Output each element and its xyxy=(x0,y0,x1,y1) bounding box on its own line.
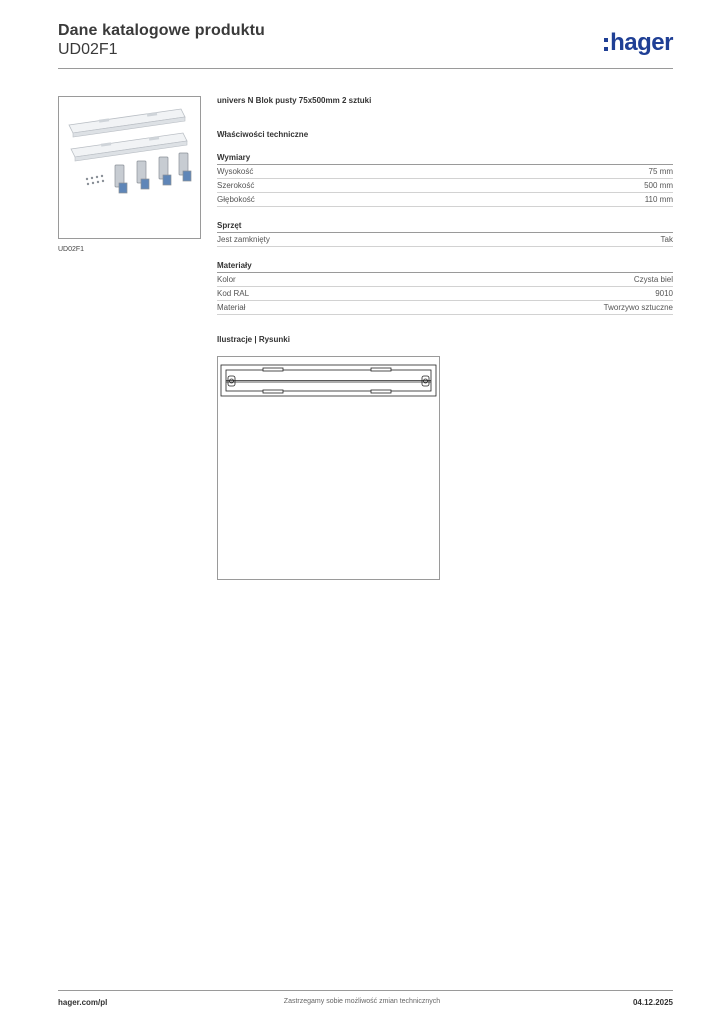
spec-row xyxy=(217,287,673,301)
spec-row xyxy=(217,301,673,315)
image-caption: UD02F1 xyxy=(58,246,85,253)
group-heading: Sprzęt xyxy=(217,221,673,233)
spec-value: Tak xyxy=(660,235,673,244)
spec-row xyxy=(217,273,673,287)
spec-label: Kod RAL xyxy=(217,289,250,298)
spec-label: Jest zamknięty xyxy=(217,235,270,244)
spec-row xyxy=(217,233,673,247)
spec-value: 500 mm xyxy=(644,181,673,190)
spec-label: Kolor xyxy=(217,275,236,284)
technical-drawing-svg xyxy=(218,357,439,579)
spec-group-equipment xyxy=(217,221,673,247)
technical-properties-heading: Właściwości techniczne xyxy=(217,130,309,139)
logo-mark-icon xyxy=(604,38,608,51)
logo-wordmark: hager xyxy=(610,29,673,56)
spec-label: Głębokość xyxy=(217,195,255,204)
spec-group-dimensions xyxy=(217,153,673,207)
product-image xyxy=(58,96,201,239)
group-heading: Materiały xyxy=(217,261,673,273)
group-heading: Wymiary xyxy=(217,153,673,165)
product-photo-illustration xyxy=(59,97,200,238)
illustrations-heading: Ilustracje | Rysunki xyxy=(217,335,290,344)
document-title: Dane katalogowe produktu xyxy=(58,22,265,39)
header-divider xyxy=(58,68,673,69)
spec-value: Czysta biel xyxy=(633,275,673,284)
footer-divider xyxy=(58,990,673,991)
spec-row xyxy=(217,165,673,179)
page-header xyxy=(58,20,673,70)
footer-website: hager.com/pl xyxy=(58,998,108,1007)
product-name: univers N Blok pusty 75x500mm 2 sztuki xyxy=(217,96,372,105)
spec-label: Materiał xyxy=(217,303,246,312)
spec-row xyxy=(217,179,673,193)
spec-row xyxy=(217,193,673,207)
spec-value: 110 mm xyxy=(644,195,673,204)
spec-group-materials xyxy=(217,261,673,315)
footer-disclaimer: Zastrzegamy sobie możliwość zmian technicznych xyxy=(283,998,441,1005)
spec-value: 75 mm xyxy=(648,167,673,176)
spec-value: 9010 xyxy=(655,289,673,298)
technical-drawing xyxy=(217,356,440,580)
footer-date: 04.12.2025 xyxy=(632,998,673,1007)
spec-value: Tworzywo sztuczne xyxy=(603,303,673,312)
spec-label: Szerokość xyxy=(217,181,255,190)
hager-logo xyxy=(604,28,673,58)
product-details xyxy=(217,96,673,344)
spec-label: Wysokość xyxy=(217,167,254,176)
product-code-title: UD02F1 xyxy=(58,41,118,58)
